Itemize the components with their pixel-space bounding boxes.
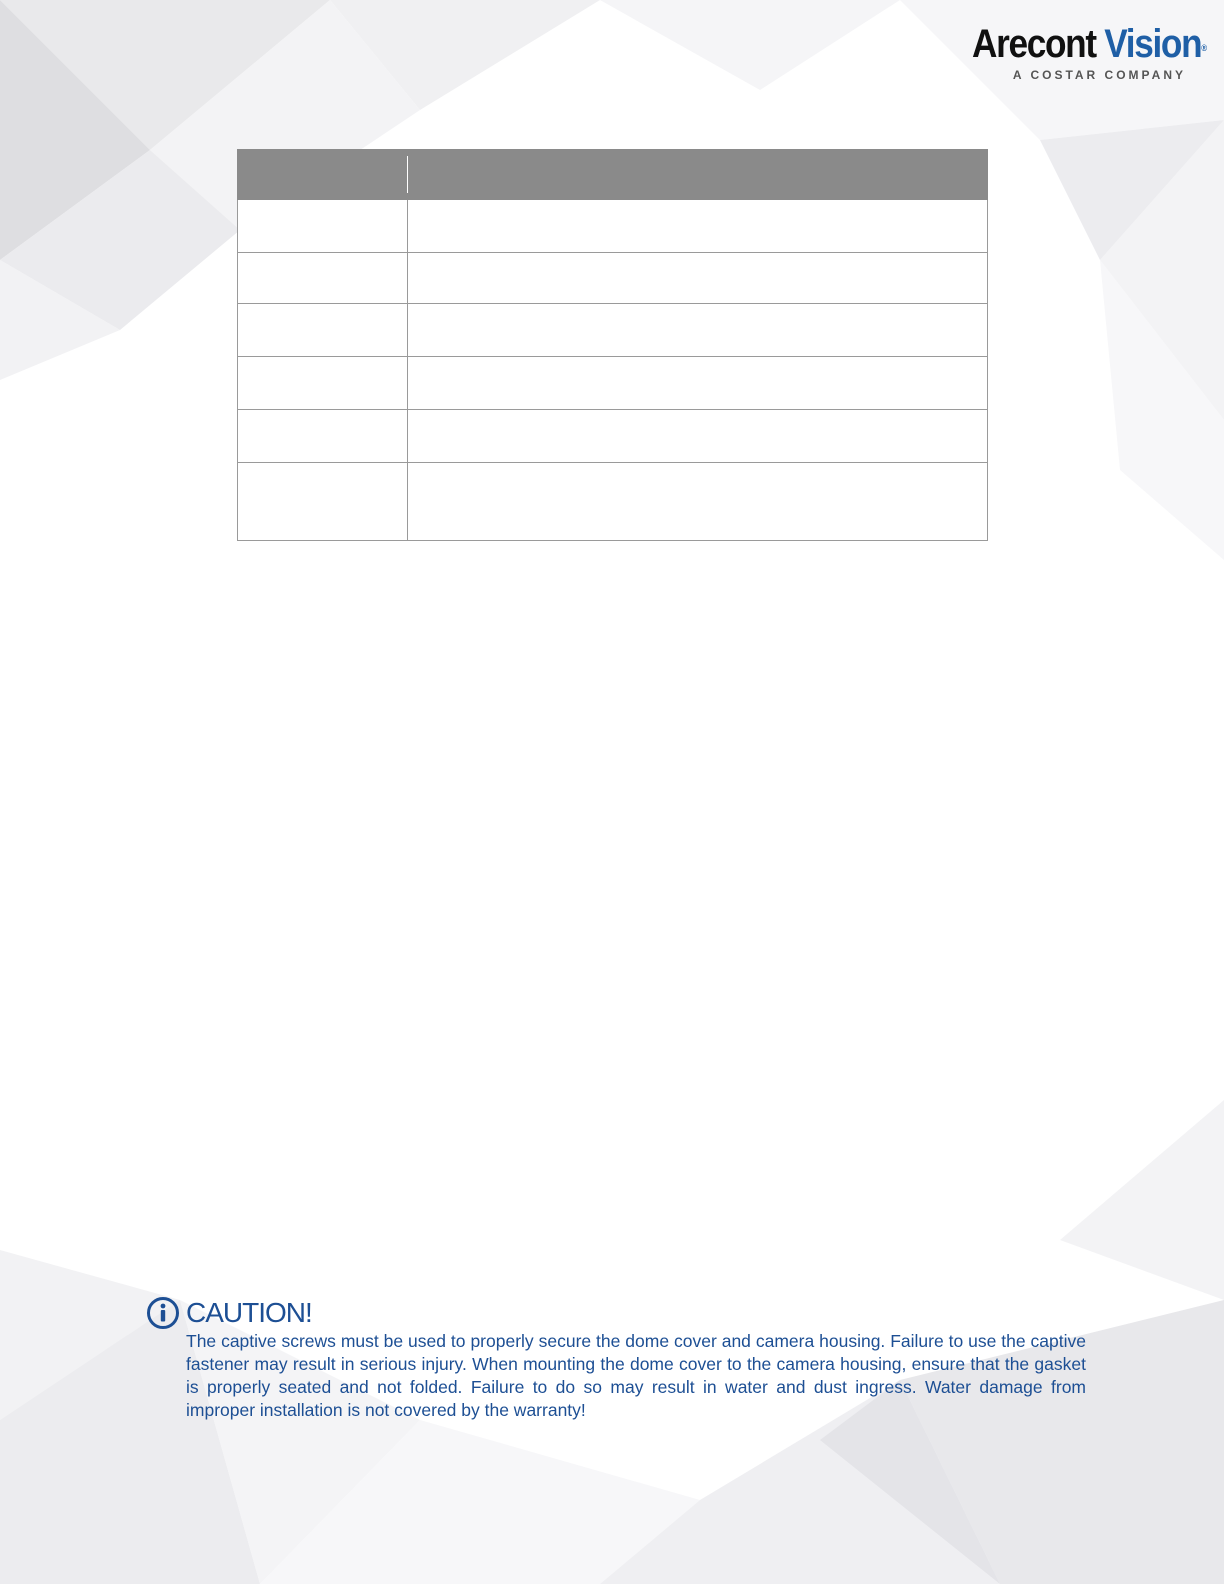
table-cell-value bbox=[408, 253, 988, 304]
table-header-cell bbox=[408, 150, 988, 200]
table-cell-label bbox=[238, 463, 408, 541]
caution-header bbox=[146, 1296, 1086, 1330]
company-logo bbox=[942, 22, 1208, 82]
table-cell-label bbox=[238, 253, 408, 304]
table-header-cell bbox=[238, 150, 408, 200]
table-row bbox=[238, 357, 988, 410]
info-icon bbox=[146, 1296, 180, 1330]
table-row bbox=[238, 410, 988, 463]
logo-wordmark bbox=[972, 22, 1208, 66]
table-cell-value bbox=[408, 410, 988, 463]
table-row bbox=[238, 253, 988, 304]
table-row bbox=[238, 200, 988, 253]
spec-table bbox=[237, 149, 988, 541]
table-cell-label bbox=[238, 410, 408, 463]
table-cell-value bbox=[408, 357, 988, 410]
table-header-row bbox=[238, 150, 988, 200]
table-cell-value bbox=[408, 463, 988, 541]
table-cell-value bbox=[408, 304, 988, 357]
caution-text: The captive screws must be used to properly secure the dome cover and camera housing. Failure to use the captive fastener may result in serious injury. When mounting the dome cover to the camera housing, ensure that the gasket is properly seated and not folded. Failure to do so may result in water and dust ingress. Water damage from improper installation is not covered by the warranty! bbox=[186, 1331, 1086, 1420]
logo-word-vision: Vision bbox=[1104, 22, 1202, 66]
caution-title: CAUTION! bbox=[186, 1297, 312, 1328]
logo-tagline: A COSTAR COMPANY bbox=[1012, 68, 1186, 82]
logo-word-arecont: Arecont bbox=[972, 22, 1096, 66]
table-row bbox=[238, 463, 988, 541]
caution-notice bbox=[146, 1296, 1086, 1422]
table-cell-label bbox=[238, 200, 408, 253]
table-cell-label bbox=[238, 304, 408, 357]
registered-mark: ® bbox=[1201, 43, 1208, 53]
table-cell-label bbox=[238, 357, 408, 410]
table-row bbox=[238, 304, 988, 357]
table-cell-value bbox=[408, 200, 988, 253]
